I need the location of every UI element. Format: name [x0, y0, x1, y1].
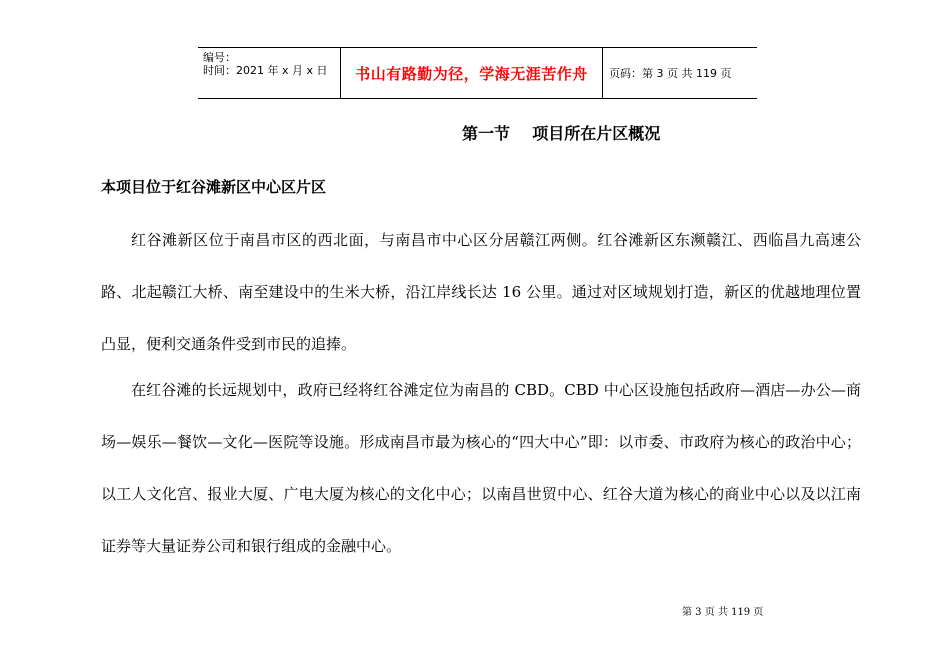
- document-number-label: 编号：: [203, 51, 236, 64]
- body-paragraph: 在红谷滩的长远规划中，政府已经将红谷滩定位为南昌的 CBD。CBD 中心区设施包括政府—酒店—办公—商场—娱乐—餐饮—文化—医院等设施。形成南昌市最为核心的“四大中心”即：以市委、市政府为核心的政治中心；以工人文化宫、报业大厦、广电大厦为核心的文化中心；以南昌世贸中心、红谷大道为核心的商业中心以及以江南证券等大量证券公司和银行组成的金融中心。: [101, 381, 861, 555]
- sub-heading: 本项目位于红谷滩新区中心区片区: [101, 178, 327, 196]
- header-motto-cell: [340, 48, 603, 98]
- header-motto: 书山有路勤为径，学海无涯苦作舟: [355, 64, 588, 83]
- section-title: 第一节 项目所在片区概况: [462, 124, 661, 143]
- header-meta: [198, 48, 340, 98]
- page-header: [198, 47, 757, 99]
- footer-page-number: 第 3 页 共 119 页: [682, 607, 764, 618]
- document-time: 时间：2021 年 x 月 x 日: [203, 64, 328, 77]
- body-paragraph: 红谷滩新区位于南昌市区的西北面，与南昌市中心区分居赣江两侧。红谷滩新区东濒赣江、西临昌九高速公路、北起赣江大桥、南至建设中的生米大桥，沿江岸线长达 16 公里。通过对区域规划打造，新区的优越地理位置凸显，便利交通条件受到市民的追捧。: [101, 231, 861, 353]
- header-page-info: 页码：第 3 页 共 119 页: [609, 67, 732, 80]
